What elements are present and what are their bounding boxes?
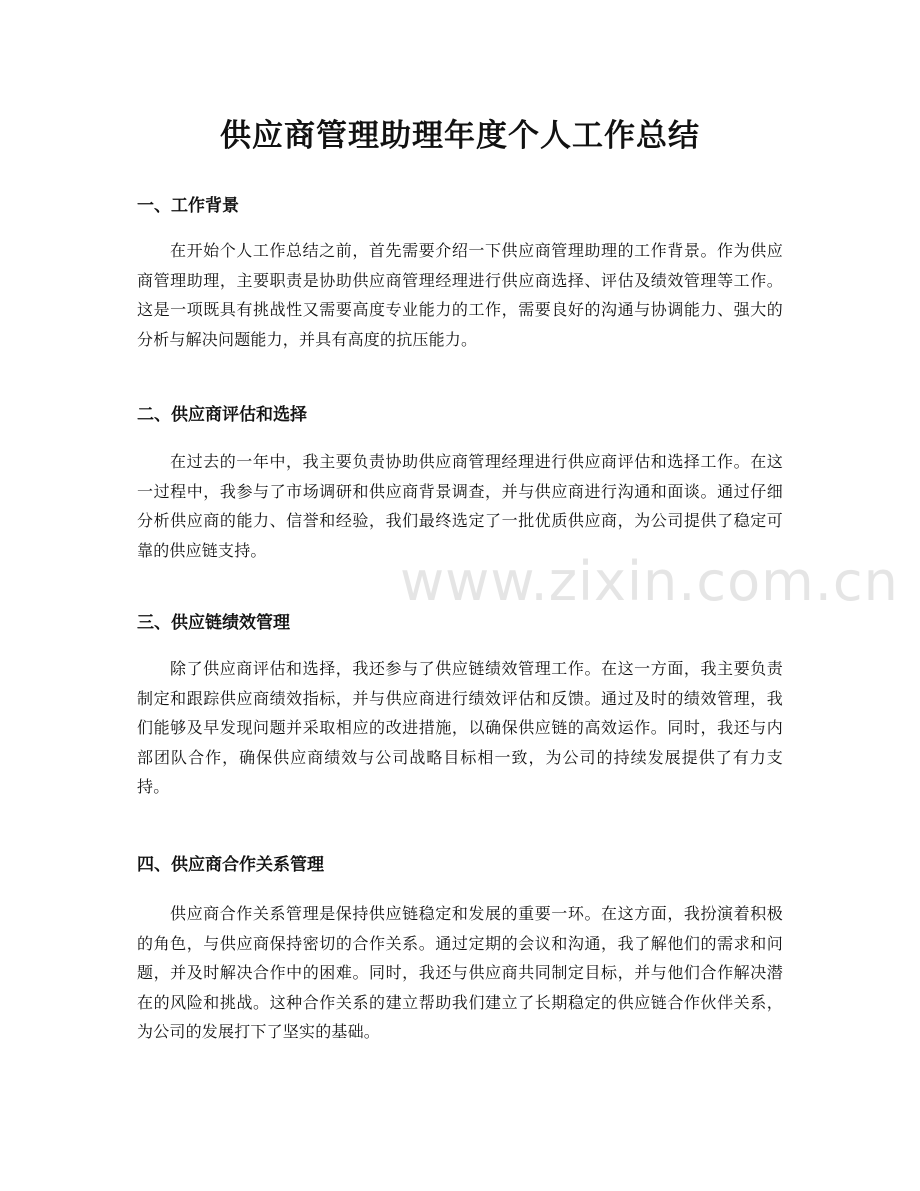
section-body-partnership: 供应商合作关系管理是保持供应链稳定和发展的重要一环。在这方面，我扮演着积极的角色，与供应商保持密切的合作关系。通过定期的会议和沟通，我了解他们的需求和问题，并及时解决合作中的困难。同时，我还与供应商共同制定目标，并与他们合作解决潜在的风险和挑战。这种合作关系的建立帮助我们建立了长期稳定的供应链合作伙伴关系，为公司的发展打下了坚实的基础。	[137, 904, 783, 1041]
document-title: 供应商管理助理年度个人工作总结	[220, 118, 700, 154]
section-body-performance: 除了供应商评估和选择，我还参与了供应链绩效管理工作。在这一方面，我主要负责制定和跟踪供应商绩效指标，并与供应商进行绩效评估和反馈。通过及时的绩效管理，我们能够及早发现问题并采取相应的改进措施，以确保供应链的高效运作。同时，我还与内部团队合作，确保供应商绩效与公司战略目标相一致，为公司的持续发展提供了有力支持。	[137, 659, 783, 796]
watermark: www.zixin.com.cn	[400, 550, 899, 613]
section-heading-performance: 三、供应链绩效管理	[137, 613, 290, 633]
section-body-evaluation: 在过去的一年中，我主要负责协助供应商管理经理进行供应商评估和选择工作。在这一过程中，我参与了市场调研和供应商背景调查，并与供应商进行沟通和面谈。通过仔细分析供应商的能力、信誉和经验，我们最终选定了一批优质供应商，为公司提供了稳定可靠的供应链支持。	[137, 452, 783, 560]
section-heading-background: 一、工作背景	[137, 196, 239, 216]
section-body-background: 在开始个人工作总结之前，首先需要介绍一下供应商管理助理的工作背景。作为供应商管理助理，主要职责是协助供应商管理经理进行供应商选择、评估及绩效管理等工作。这是一项既具有挑战性又需要高度专业能力的工作，需要良好的沟通与协调能力、强大的分析与解决问题能力，并具有高度的抗压能力。	[137, 241, 783, 349]
section-heading-partnership: 四、供应商合作关系管理	[137, 855, 324, 875]
section-heading-evaluation: 二、供应商评估和选择	[137, 405, 307, 425]
